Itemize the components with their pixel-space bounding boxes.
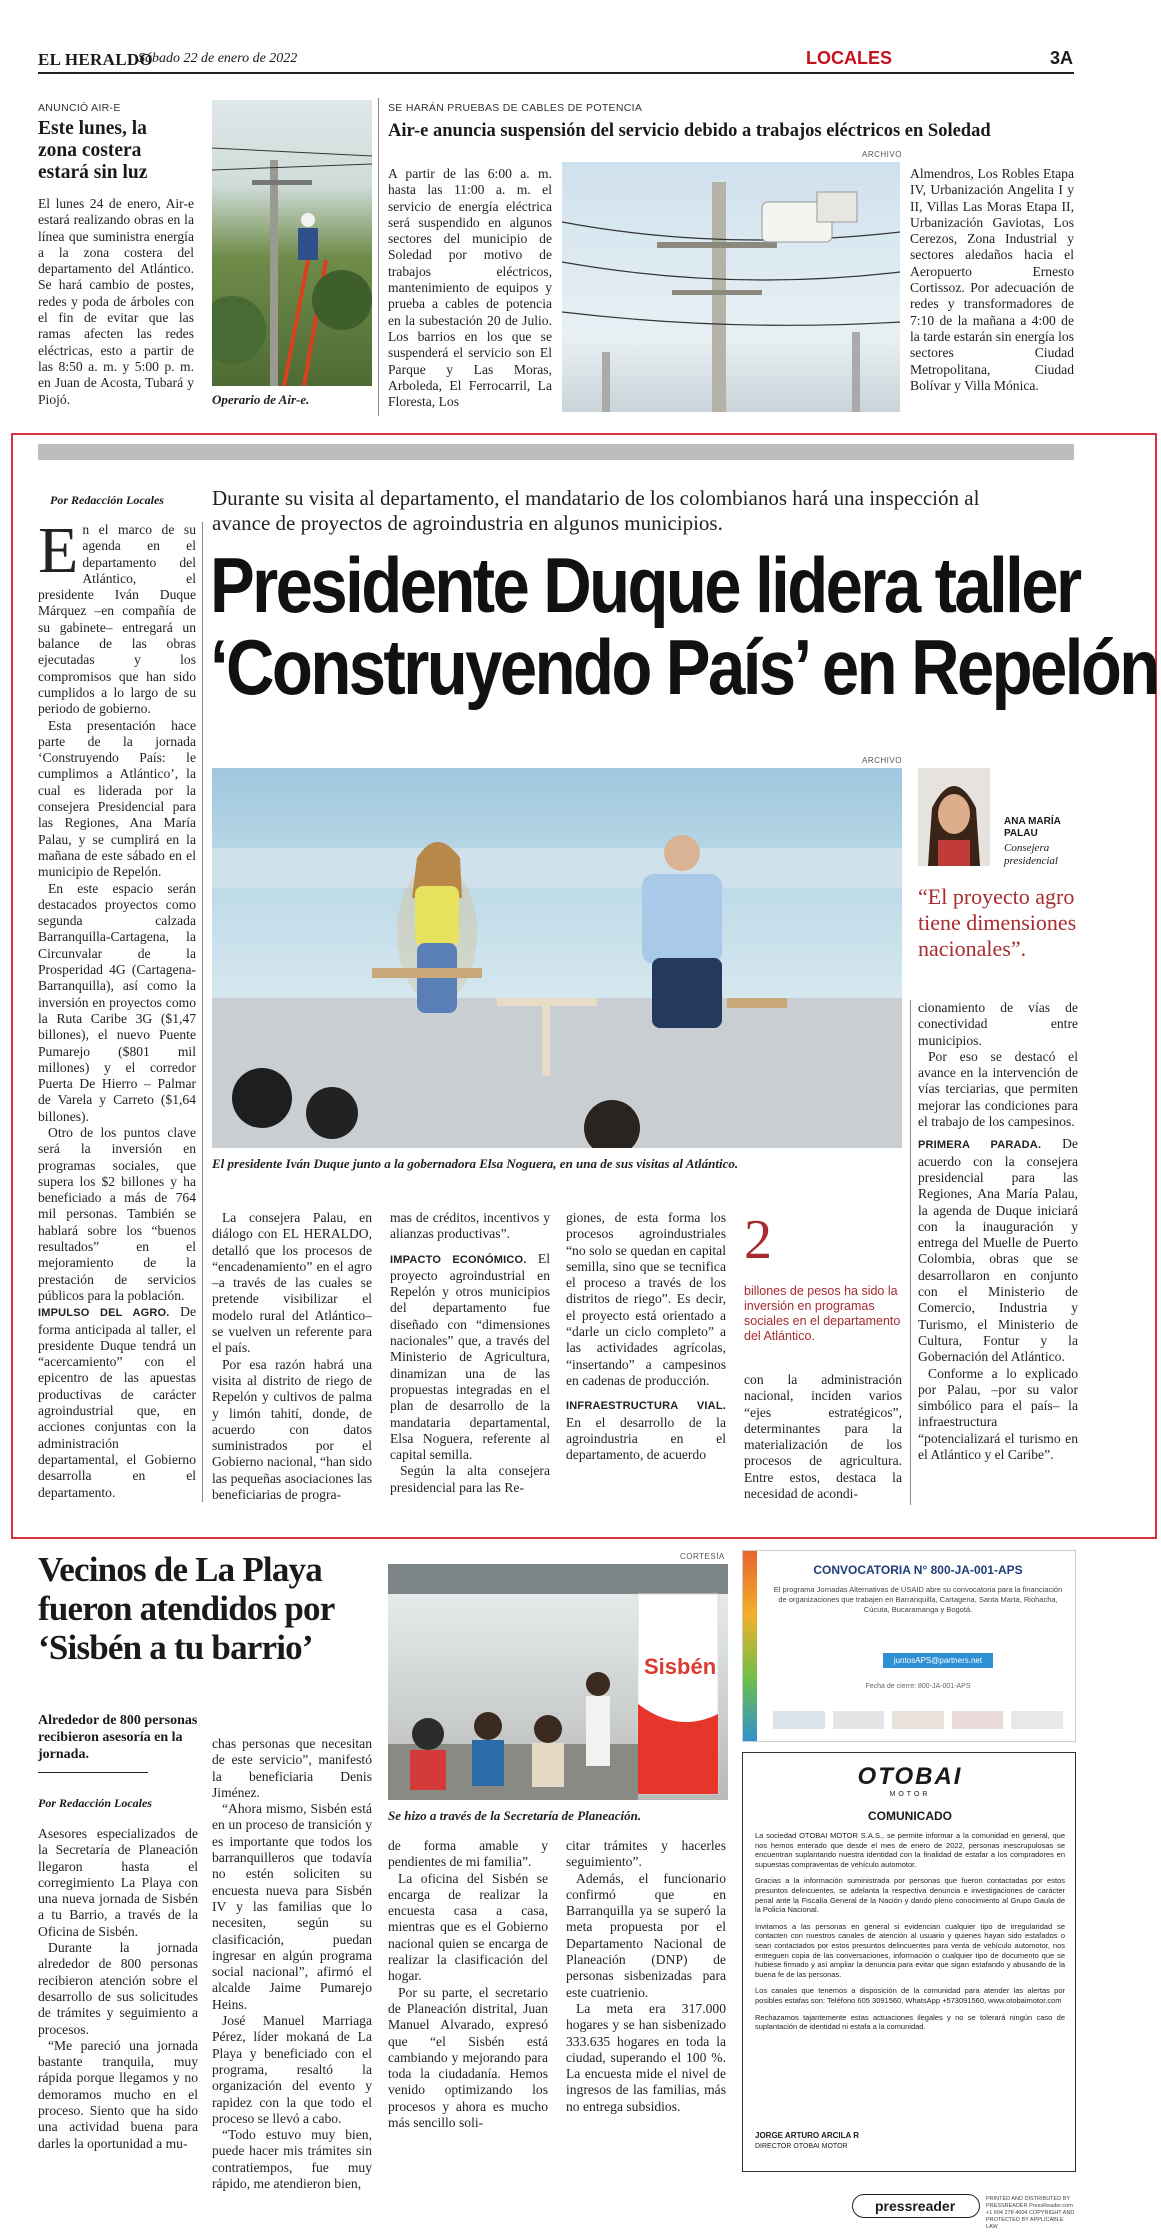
main-col2: La consejera Palau, en diálogo con EL HERALDO, detalló que los procesos de “encadenamiento” en el agro –a través de las cuales se pretende visibilizar el modelo rural del Atlántico– se vuelven un referente para el país. Por esa razón habrá una visita al distrito de riego de Repelón y cultivos de palma y limón tahití, donde, de acuerdo con datos suministrados por el Gobierno nacional, “han sido las pequeñas asociaciones las beneficiarias de progra-: [212, 1210, 372, 1503]
main-subtitle: Durante su visita al departamento, el mandatario de los colombianos hará una inspección al avance de proyectos de agroindustria en algunos municipios.: [212, 486, 980, 535]
section-name: LOCALES: [806, 48, 893, 68]
stat-text: billones de pesos ha sido la inversión en programas sociales en el departamento del Atlántico.: [744, 1284, 901, 1343]
rule-main-col1: [202, 522, 203, 1502]
sisben-col1: Asesores especializados de la Secretaría de Planeación llegaron hasta el corregimiento La Playa con una nueva jornada de Sisbén a tu Barrio, a través de la Oficina de Sisbén. Durante la jornada alrededor de 800 personas recibieron atención sobre el desarrollo de sus solicitudes de trámites y seguimiento a procesos. “Me pareció una jornada bastante tranquila, muy rápida porque llegamos y no demoramos mucho en el proceso. Siento que ha sido una actividad buena para darles la oportunidad a mu-: [38, 1826, 198, 2151]
brief-photo-caption: Operario de Air-e.: [212, 392, 310, 407]
main-col4: giones, de esta forma los procesos agroindustriales “no solo se quedan en capital semilla, sino que se tecnifica el proceso a través de los distritos de riego”. Es decir, el proyecto está orientado a “darle un ciclo completo” a las actividades agrícolas, “insertando” a campesinos en cadenas de producción. INFRAESTRUCTURA VIAL. En el desarrollo de la agroindustria en el departamento, de acuerdo: [566, 1210, 726, 1463]
main-col5: con la administración nacional, inciden varios “ejes estratégicos”, determinantes para la materialización de los procesos de agricultura. Entre estos, destaca la necesidad de acondi-: [744, 1372, 902, 1502]
palau-portrait: [918, 768, 990, 866]
lead-impulso: IMPULSO DEL AGRO.: [38, 1307, 170, 1320]
otobai-signer: JORGE ARTURO ARCILA R: [755, 2131, 859, 2140]
quote-name: ANA MARÍA PALAU: [1004, 816, 1061, 839]
lead-primera: PRIMERA PARADA.: [918, 1139, 1042, 1152]
sisben-title: Vecinos de La Playa fueron atendidos por ‘Sisbén a tu barrio’: [38, 1550, 334, 1667]
sisben-col2: chas personas que necesitan de este servicio”, manifestó la beneficiaria Denis Jiménez. “Ahora mismo, Sisbén está en un proceso de transición y es importante que todos los barranquilleros que todavía no estén soliciten su encuesta nueva para Sisbén IV y las familias que lo necesiten, según su clasificación, puedan ingresar en algún programa social nacional”, afirmó el alcalde Jaime Pumarejo Heins. José Manuel Marriaga Pérez, líder mokaná de La Playa y beneficiado con el programa, resaltó la organización del evento y rapidez con la que todo el proceso se llevó a cabo. “Todo estuvo muy bien, puede hacer mis trámites sin contratiempos, fue muy rápido, me atendieron bien,: [212, 1736, 372, 2192]
main-photo: [212, 768, 902, 1148]
header-rule: [38, 72, 1074, 74]
sisben-summary: Alrededor de 800 personas recibieron asesoría en la jornada.: [38, 1713, 198, 1762]
otobai-title: COMUNICADO: [868, 1809, 952, 1823]
lead-impacto: IMPACTO ECONÓMICO.: [390, 1253, 527, 1266]
worker-photo: [212, 100, 372, 386]
main-headline-line1: Presidente Duque lidera taller: [210, 541, 1080, 629]
otobai-signer-role: DIRECTOR OTOBAI MOTOR: [755, 2143, 848, 2150]
main-photo-caption: El presidente Iván Duque junto a la gobernadora Elsa Noguera, en una de sus visitas al Atlántico.: [212, 1156, 739, 1171]
sisben-byline: Por Redacción Locales: [38, 1796, 152, 1810]
aire-col1: A partir de las 6:00 a. m. hasta las 11:00 a. m. el servicio de energía eléctrica será suspendido en algunos sectores del municipio de Soledad por motivo de trabajos eléctricos, mantenimiento de equipos y prueba a cables de potencia en la subestación 20 de Julio. Los barrios en los que se suspenderá el servicio son El Parque y Las Moras, Arboleda, El Ferrocarril, La Floresta, Los: [388, 166, 552, 410]
ad-otobai: [742, 1752, 1076, 2172]
sisben-photo-credit: CORTESÍA: [680, 1552, 725, 1561]
power-line-photo: [562, 162, 900, 412]
main-col1: En el marco de su agenda en el departamento del Atlántico, el presidente Iván Duque Márquez –en compañía de su gabinete– entregará un balance de las obras ejecutadas y los compromisos que han sido cumplidos a lo largo de su periodo de gobierno. Esta presentación hace parte de la jornada ‘Construyendo País: le cumplimos a Atlántico’, la cual es liderada por la consejera Presidencial para las Regiones, Ana María Palau, y se cumplirá en la mañana de este sábado en el municipio de Repelón. En este espacio serán destacados proyectos como segunda calzada Barranquilla-Cartagena, la Circunvalar de la Prosperidad 4G (Cartagena-Barranquilla), así como la inversión en proyectos como la Ruta Caribe 3G ($1,47 billones), el nuevo Puente Pumarejo ($801 mil millones) y el corredor Puerta De Hierro – Palmar de Varela y Carreto ($1,64 billones). Otro de los puntos clave será la inversión en programas sociales, que supera los $2 billones y ha beneficiado a más de 764 mil personas. También se hablará sobre los “buenos resultados” en el mejoramiento de la prestación de servicios públicos para la población. IMPULSO DEL AGRO. De forma anticipada al taller, el presidente Duque tendrá un “acercamiento” con el epicentro de las apuestas productivas de carácter agroindustrial que, en acciones conjuntas con la administración departamental, el Gobierno desarrolla en el departamento.: [38, 514, 196, 1500]
main-byline: Por Redacción Locales: [50, 493, 164, 507]
pull-quote: “El proyecto agro tiene dimensiones nacionales”.: [918, 884, 1077, 961]
aire-col2: Almendros, Los Robles Etapa IV, Urbanización Angelita I y II, Villas Las Moras Etapa II, Urbanización Gaviotas, Los Cerezos, Zona Industrial y sectores aledaños hacia el Aeropuerto Ernesto Cortissoz. Por adecuación de redes y transformadores de 7:10 de la mañana a 4:00 de la tarde estarán sin energía los sectores Ciudad Metropolitana, Ciudad Bolívar y Villa Mónica.: [910, 166, 1074, 393]
paper-name: EL HERALDO: [38, 50, 153, 69]
ad-sponsor-logos: [773, 1711, 1063, 1729]
main-col3: mas de créditos, incentivos y alianzas productivas”. IMPACTO ECONÓMICO. El proyecto agroindustrial en Repelón y otros municipios del departamento fue diseñado con “dimensiones nacionales” que, a través del Ministerio de Agricultura, dinamizan una de las propuestas integradas en el plan de desarrollo de la mandataria departamental, Elsa Noguera, referente al capital semilla. Según la alta consejera presidencial para las Re-: [390, 1210, 550, 1495]
sisben-col3: de forma amable y pendientes de mi familia”. La oficina del Sisbén se encarga de realizar la encuesta casa a casa, mientras que es el Gobierno nacional quien se encarga de realizar la clasificación del hogar. Por su parte, el secretario de Planeación distrital, Juan Manuel Alvarado, expresó que “el Sisbén está cambiando y mejorando para toda la ciudadanía. Hemos venido optimizando los procesos y ahora es mucho más sencillo soli-: [388, 1838, 548, 2131]
sisben-photo: [388, 1564, 728, 1800]
stat-number: 2: [744, 1209, 772, 1271]
otobai-logo: OTOBAI: [857, 1763, 963, 1790]
sisben-banner-text: Sisbén: [644, 1654, 717, 1679]
lead-infraestructura: INFRAESTRUCTURA VIAL.: [566, 1400, 726, 1413]
brief-title: Este lunes, la zona costera estará sin luz: [38, 118, 148, 183]
main-top-bar: [38, 444, 1074, 460]
otobai-logo-sub: MOTOR: [889, 1791, 931, 1798]
ad-convocatoria-footer: Fecha de cierre: 800-JA-001-APS: [865, 1683, 971, 1690]
aire-photo-credit: ARCHIVO: [862, 150, 902, 159]
ad-convocatoria-title: CONVOCATORIA N° 800-JA-001-APS: [813, 1563, 1023, 1577]
main-headline-line2: ‘Construyendo País’ en Repelón: [210, 623, 1158, 711]
brief-kicker: ANUNCIÓ AIR-E: [38, 102, 121, 114]
page-number: 3A: [1050, 48, 1074, 68]
aire-kicker: SE HARÁN PRUEBAS DE CABLES DE POTENCIA: [388, 102, 643, 114]
ad-convocatoria: [742, 1550, 1076, 1742]
ad-convocatoria-accent: [743, 1551, 757, 1742]
ad-convocatoria-email: juntosAPS@partners.net: [883, 1653, 993, 1668]
sisben-col4: citar trámites y hacerles seguimiento”. Además, el funcionario confirmó que en Barranquilla ya se superó la meta propuesta por el Departamento Nacional de Planeación (DNP) de personas sisbenizadas para este cuatrienio. La meta era 317.000 hogares y se han sisbenizado 333.635 hogares en toda la ciudad, superando el 100 %. La encuesta mide el nivel de ingresos de las familias, más no entrega subsidios.: [566, 1838, 726, 2114]
sisben-photo-caption: Se hizo a través de la Secretaría de Planeación.: [388, 1808, 642, 1823]
pressreader-logo: pressreader: [852, 2194, 980, 2218]
ad-convocatoria-body: El programa Jornadas Alternativas de USAID abre su convocatoria para la financiación de organizaciones que trabajen en Barranquilla, Cartagena, Santa Marta, Riohacha, Cúcuta, Bucaramanga y Bogotá.: [773, 1585, 1063, 1614]
main-col6: cionamiento de vías de conectividad entre municipios. Por eso se destacó el avance en la intervención de vías terciarias, que permiten mejorar las condiciones para el trabajo de los campesinos. PRIMERA PARADA. De acuerdo con la consejera presidencial para las Regiones, Ana María Palau, la agenda de Duque iniciará con la inauguración y entrega del Muelle de Puerto Colombia, obras que se desarrollaron en conjunto con el Ministerio de Comercio, Industria y Turismo, el Ministerio de Cultura, Fontur y la Gobernación del Atlántico. Conforme a lo explicado por Palau, –por su valor simbólico para el país– la infraestructura “potencializará el turismo en el Atlántico y el Caribe”.: [918, 1000, 1078, 1463]
sisben-summary-rule: [38, 1772, 148, 1773]
otobai-body: La sociedad OTOBAI MOTOR S.A.S., se permite informar a la comunidad en general, que nos hemos enterado que desde el mes de enero de 2022, personas inescrupulosas se encuentran suplantando nuestra identidad con la finalidad de estafar a los compradores en supuestas compraventas de vehículo automotor. Gracias a la información suministrada por personas que fueron contactadas por estos presuntos delincuentes, se adelanta la respectiva denuncia e investigaciones de carácter penal ante la Fiscalía General de la Nación y dando pleno conocimiento al Grupo Gaula de la Policía Nacional. Invitamos a las personas en general si evidencian cualquier tipo de irregularidad se contacten con nuestros canales de atención al usuario y quienes hayan sido estafados o sean contactados por estos presuntos delincuentes para venta de vehículo automotor, nos entreguen copia de las conversaciones, información o cualquier tipo de documento que se hubiese firmado y así ampliar la denuncia para evitar que sigan estafando y abusando de la buena fe de las personas. Los canales que tenemos a disposición de la comunidad para atender las alertas por posibles estafas son: Teléfono 605 3091560, WhatsApp +573091560, www.otobaimotor.com Rechazamos tajantemente estas actuaciones ilegales y no se tolerará ningún caso de suplantación de identidad ni estafa a la comunidad.: [755, 1831, 1065, 2032]
pressreader-note: PRINTED AND DISTRIBUTED BY PRESSREADER PressReader.com +1 604 278 4604 COPYRIGHT AND PROTECTED BY APPLICABLE LAW: [986, 2196, 1075, 2230]
issue-date: Sábado 22 de enero de 2022: [138, 51, 298, 66]
brief-body: El lunes 24 de enero, Air-e estará realizando obras en la línea que suministra energía a la zona costera del departamento del Atlántico. Se hará cambio de postes, redes y poda de árboles con el fin de evitar que las ramas afecten las redes eléctricas, esto a partir de las 8:50 a. m. y 5:00 p. m. en Juan de Acosta, Tubará y Piojó.: [38, 196, 194, 407]
dropcap: E: [38, 514, 79, 587]
aire-title: Air-e anuncia suspensión del servicio debido a trabajos eléctricos en Soledad: [388, 121, 991, 141]
rule-main-col6: [910, 1000, 911, 1505]
rule-brief: [378, 98, 379, 416]
main-headline: [210, 541, 1158, 711]
quote-role: Consejera presidencial: [1004, 842, 1058, 867]
main-photo-credit: ARCHIVO: [862, 756, 902, 765]
